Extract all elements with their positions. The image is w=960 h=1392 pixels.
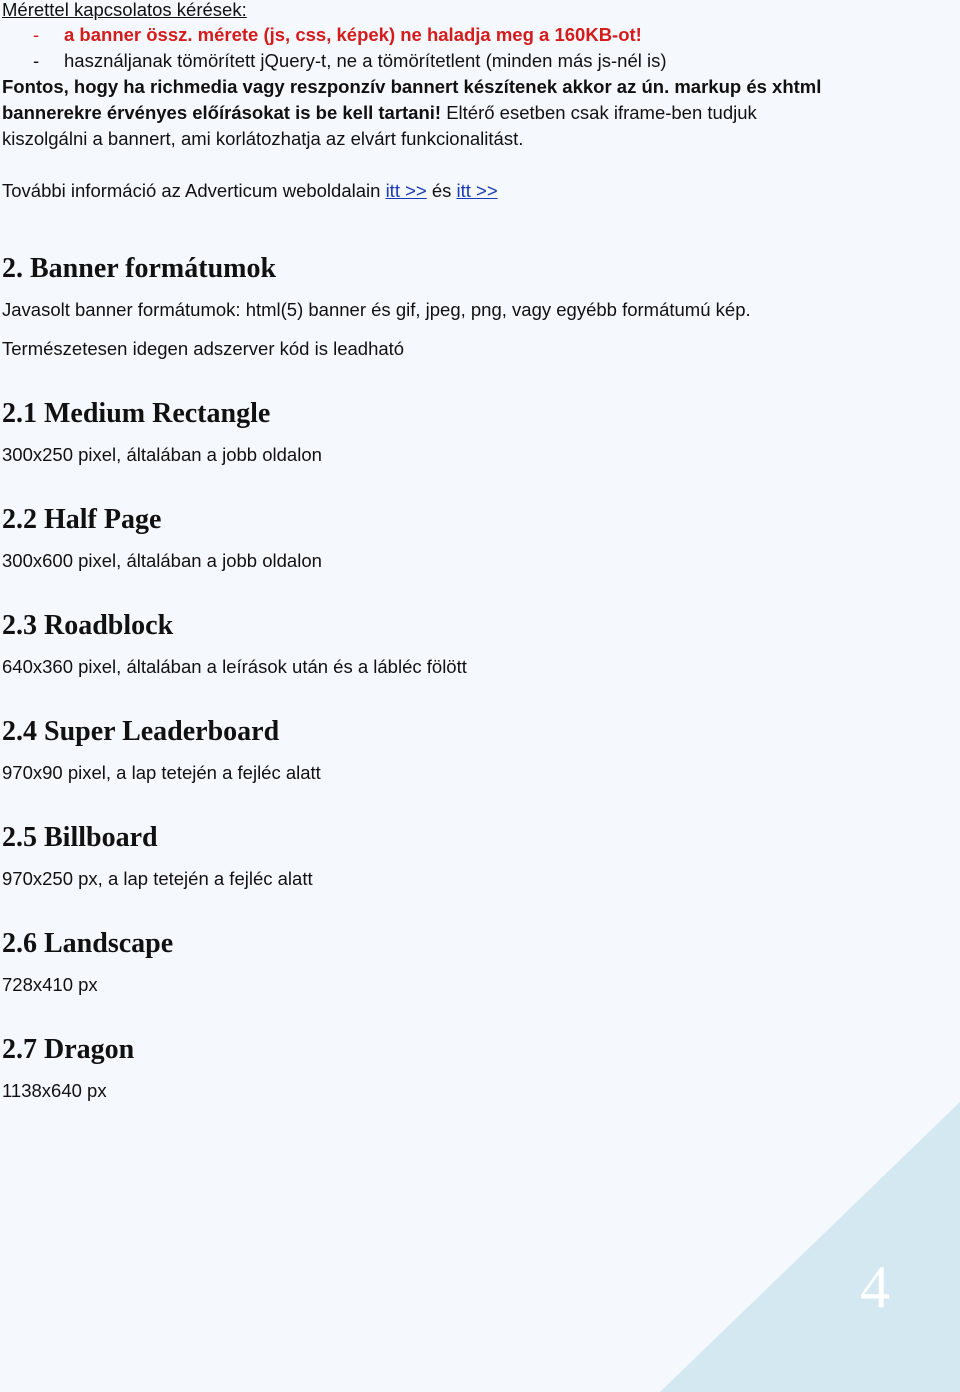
subsection-desc: 728x410 px — [2, 974, 98, 995]
subsection-title: 2.5 Billboard — [2, 822, 158, 853]
corner-decoration — [660, 1102, 960, 1392]
banner-formats-line-2: Természetesen idegen adszerver kód is leadható — [2, 338, 405, 359]
bullet-text: a banner össz. mérete (js, css, képek) ne haladja meg a 160KB-ot! — [64, 24, 642, 45]
subsection-title: 2.7 Dragon — [2, 1034, 135, 1065]
bullet-text: használjanak tömörített jQuery-t, ne a tömörítetlent (minden más js-nél is) — [64, 50, 667, 71]
subsection-desc: 1138x640 px — [2, 1080, 107, 1101]
more-info-conjunction: és — [426, 180, 457, 201]
subsection-title: 2.1 Medium Rectangle — [2, 398, 271, 429]
bullet-item-jquery — [2, 48, 667, 74]
corner-triangle — [660, 1102, 960, 1392]
banner-formats-line-1: Javasolt banner formátumok: html(5) banner és gif, jpeg, png, vagy egyébb formátumú kép. — [2, 299, 751, 320]
important-note-line-2 — [2, 100, 757, 126]
important-note-rest: Eltérő esetben csak iframe-ben tudjuk — [441, 102, 757, 123]
size-requests-heading: Mérettel kapcsolatos kérések: — [2, 0, 247, 20]
bullet-dash: - — [33, 50, 40, 71]
subsection-title: 2.4 Super Leaderboard — [2, 716, 280, 747]
more-info-text: További információ az Adverticum weboldalain — [2, 180, 386, 201]
important-note-bold: bannerekre érvényes előírásokat is be kell tartani! — [2, 102, 442, 123]
subsection-desc: 300x250 pixel, általában a jobb oldalon — [2, 444, 322, 465]
subsection-desc: 970x250 px, a lap tetején a fejléc alatt — [2, 868, 313, 889]
subsection-title: 2.2 Half Page — [2, 504, 162, 535]
page-number: 4 — [860, 1254, 890, 1320]
subsection-desc: 300x600 pixel, általában a jobb oldalon — [2, 550, 322, 571]
subsection-desc: 640x360 pixel, általában a leírások után és a lábléc fölött — [2, 656, 467, 677]
important-note-line-3: kiszolgálni a bannert, ami korlátozhatja az elvárt funkcionalitást. — [2, 128, 524, 149]
bullet-dash: - — [33, 24, 40, 45]
adverticum-link-2[interactable]: itt >> — [456, 180, 498, 201]
more-info-line — [2, 178, 498, 204]
section-title-banner-formats: 2. Banner formátumok — [2, 253, 277, 284]
subsection-title: 2.6 Landscape — [2, 928, 174, 959]
subsection-title: 2.3 Roadblock — [2, 610, 174, 641]
important-note-line-1: Fontos, hogy ha richmedia vagy reszponzív bannert készítenek akkor az ún. markup és xhtml — [2, 76, 822, 97]
bullet-item-size-limit — [2, 22, 642, 48]
subsection-desc: 970x90 pixel, a lap tetején a fejléc alatt — [2, 762, 321, 783]
adverticum-link-1[interactable]: itt >> — [385, 180, 427, 201]
